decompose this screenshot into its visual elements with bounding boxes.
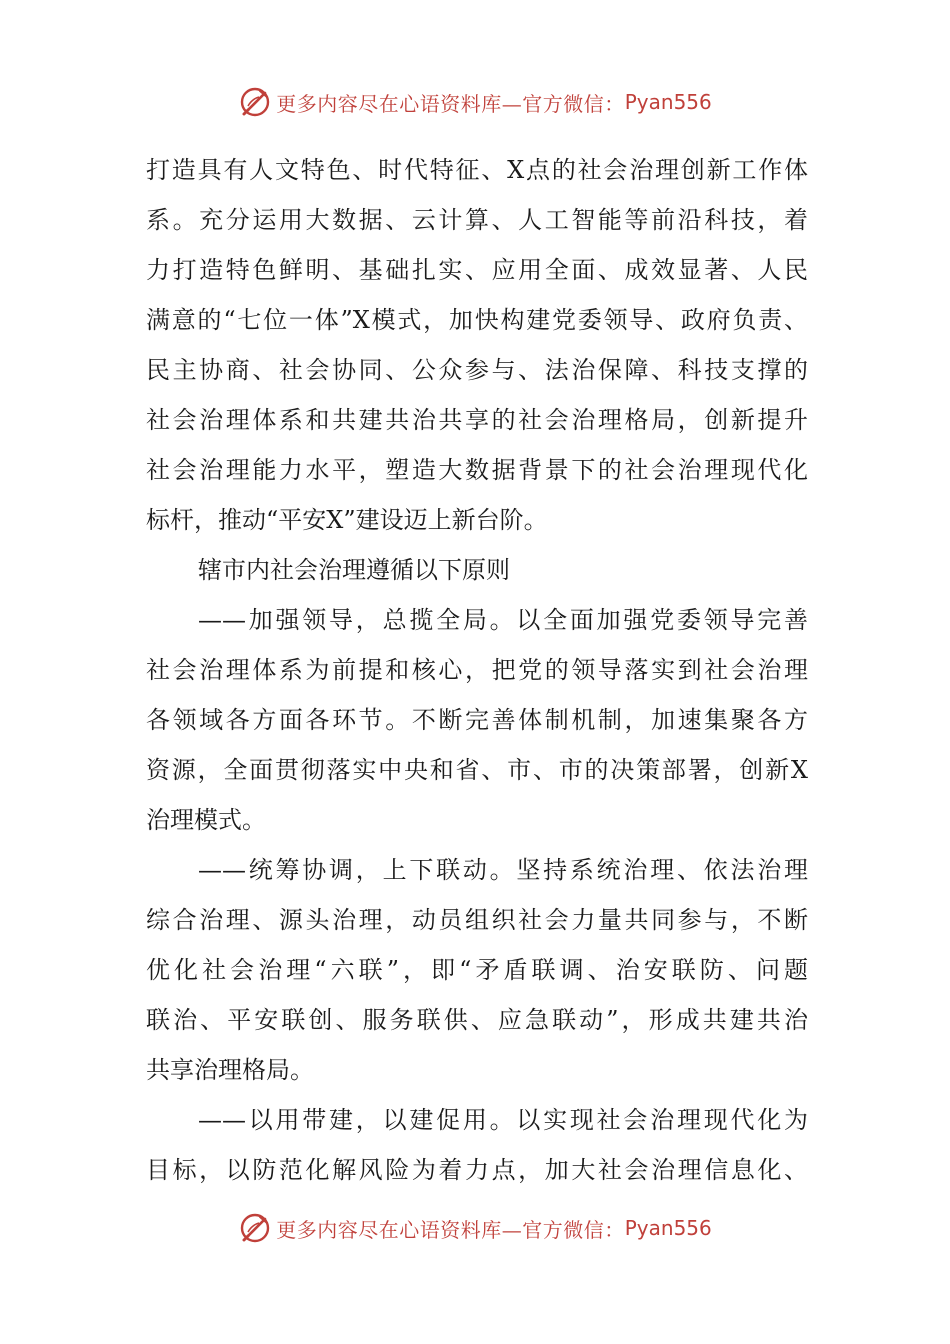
header-watermark <box>0 82 950 122</box>
text-line: 各领域各方面各环节。不断完善体制机制，加速集聚各方 <box>146 706 808 734</box>
text-line: 联治、平安联创、服务联供、应急联动”，形成共建共治 <box>146 1006 808 1034</box>
text-line: 社会治理能力水平，塑造大数据背景下的社会治理现代化 <box>146 456 808 484</box>
watermark-wechat-id: Pyan556 <box>624 90 712 114</box>
principle-heading: ——加强领导，总揽全局。以全面加强党委领导完善 <box>198 606 808 634</box>
text-line: 优化社会治理“六联”，即“矛盾联调、治安联防、问题 <box>146 956 808 984</box>
watermark-wechat-id: Pyan556 <box>624 1216 712 1240</box>
text-line: 标杆，推动“平安X”建设迈上新台阶。 <box>146 506 548 534</box>
text-line: 社会治理体系为前提和核心，把党的领导落实到社会治理 <box>146 656 808 684</box>
text-line: 共享治理格局。 <box>146 1056 314 1084</box>
text-line: 打造具有人文特色、时代特征、X点的社会治理创新工作体 <box>146 156 808 184</box>
document-body <box>146 145 808 1195</box>
principle-heading: ——统筹协调，上下联动。坚持系统治理、依法治理 <box>198 856 808 884</box>
text-line: 资源，全面贯彻落实中央和省、市、市的决策部署，创新X <box>146 756 808 784</box>
text-line: 系。充分运用大数据、云计算、人工智能等前沿科技，着 <box>146 206 808 234</box>
text-line: 力打造特色鲜明、基础扎实、应用全面、成效显著、人民 <box>146 256 808 284</box>
pen-logo-icon <box>238 85 272 119</box>
text-line: 满意的“七位一体”X模式，加快构建党委领导、政府负责、 <box>146 306 808 334</box>
section-heading: 辖市内社会治理遵循以下原则 <box>198 556 510 584</box>
text-line: 综合治理、源头治理，动员组织社会力量共同参与，不断 <box>146 906 808 934</box>
footer-watermark <box>0 1208 950 1248</box>
text-line: 社会治理体系和共建共治共享的社会治理格局，创新提升 <box>146 406 808 434</box>
text-line: 治理模式。 <box>146 806 266 834</box>
watermark-text: 更多内容尽在心语资料库—官方微信： <box>276 1217 625 1242</box>
watermark-text: 更多内容尽在心语资料库—官方微信： <box>276 91 625 116</box>
principle-heading: ——以用带建，以建促用。以实现社会治理现代化为 <box>198 1106 808 1134</box>
text-line: 民主协商、社会协同、公众参与、法治保障、科技支撑的 <box>146 356 808 384</box>
text-line: 目标，以防范化解风险为着力点，加大社会治理信息化、 <box>146 1156 808 1184</box>
pen-logo-icon <box>238 1211 272 1245</box>
